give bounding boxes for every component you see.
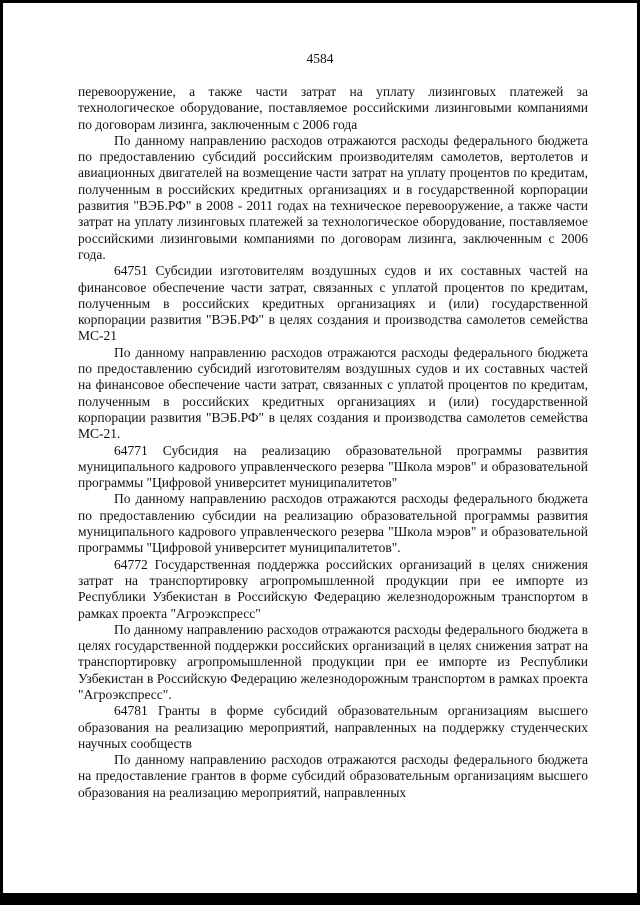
scan-border-left — [0, 0, 3, 905]
document-body — [78, 84, 588, 801]
paragraph-description: По данному направлению расходов отражаются расходы федерального бюджета по предоставлению субсидии на реализацию образовательной программы развития муниципального кадрового управленческого резерва "Школа мэров" и образовательной программы "Цифровой университет муниципалитетов". — [78, 491, 588, 556]
page-number: 4584 — [306, 51, 334, 66]
paragraph-description: По данному направлению расходов отражаются расходы федерального бюджета по предоставлению субсидий изготовителям воздушных судов и их составных частей на финансовое обеспечение части затрат, связанных с уплатой процентов по кредитам, полученным в российских кредитных организациях и (или) государственной корпорации развития "ВЭБ.РФ" в целях создания и производства самолетов семейства МС-21. — [78, 344, 588, 442]
scan-border-bottom — [0, 893, 640, 905]
paragraph-code-64781: 64781 Гранты в форме субсидий образовательным организациям высшего образования на реализацию мероприятий, направленных на поддержку студенческих научных сообществ — [78, 703, 588, 751]
paragraph-description: По данному направлению расходов отражаются расходы федерального бюджета в целях государственной поддержки российских организаций в целях снижения затрат на транспортировку агропромышленной продукции при ее импорте из Республики Узбекистан в Российскую Федерацию железнодорожным транспортом в рамках проекта "Агроэкспресс". — [78, 621, 588, 702]
paragraph-code-64771: 64771 Субсидия на реализацию образовательной программы развития муниципального кадрового управленческого резерва "Школа мэров" и образовательной программы "Цифровой университет муниципалитетов" — [78, 442, 588, 491]
paragraph-code-64772: 64772 Государственная поддержка российских организаций в целях снижения затрат на транспортировку агропромышленной продукции при ее импорте из Республики Узбекистан в Российскую Федерацию железнодорожным транспортом в рамках проекта "Агроэкспресс" — [78, 556, 588, 621]
paragraph-description: По данному направлению расходов отражаются расходы федерального бюджета по предоставлению субсидий российским производителям самолетов, вертолетов и авиационных двигателей на возмещение части затрат на уплату процентов по кредитам, полученным в российских кредитных организациях и в государственной корпорации развития "ВЭБ.РФ" в 2008 - 2011 годах на техническое перевооружение, а также части затрат на уплату лизинговых платежей за технологическое оборудование, поставляемое российскими лизинговыми компаниями по договорам лизинга, заключенным с 2006 года. — [78, 132, 588, 262]
paragraph-continuation: перевооружение, а также части затрат на уплату лизинговых платежей за технологическое оборудование, поставляемое российскими лизинговыми компаниями по договорам лизинга, заключенным с 2006 года — [78, 84, 588, 132]
paragraph-description: По данному направлению расходов отражаются расходы федерального бюджета на предоставление грантов в форме субсидий образовательным организациям высшего образования на реализацию мероприятий, направленных — [78, 752, 588, 800]
paragraph-code-64751: 64751 Субсидии изготовителям воздушных судов и их составных частей на финансовое обеспечение части затрат, связанных с уплатой процентов по кредитам, полученным в российских кредитных организациях и (или) государственной корпорации развития "ВЭБ.РФ" в целях создания и производства самолетов семейства МС-21 — [78, 263, 588, 344]
scan-border-top — [0, 0, 640, 3]
